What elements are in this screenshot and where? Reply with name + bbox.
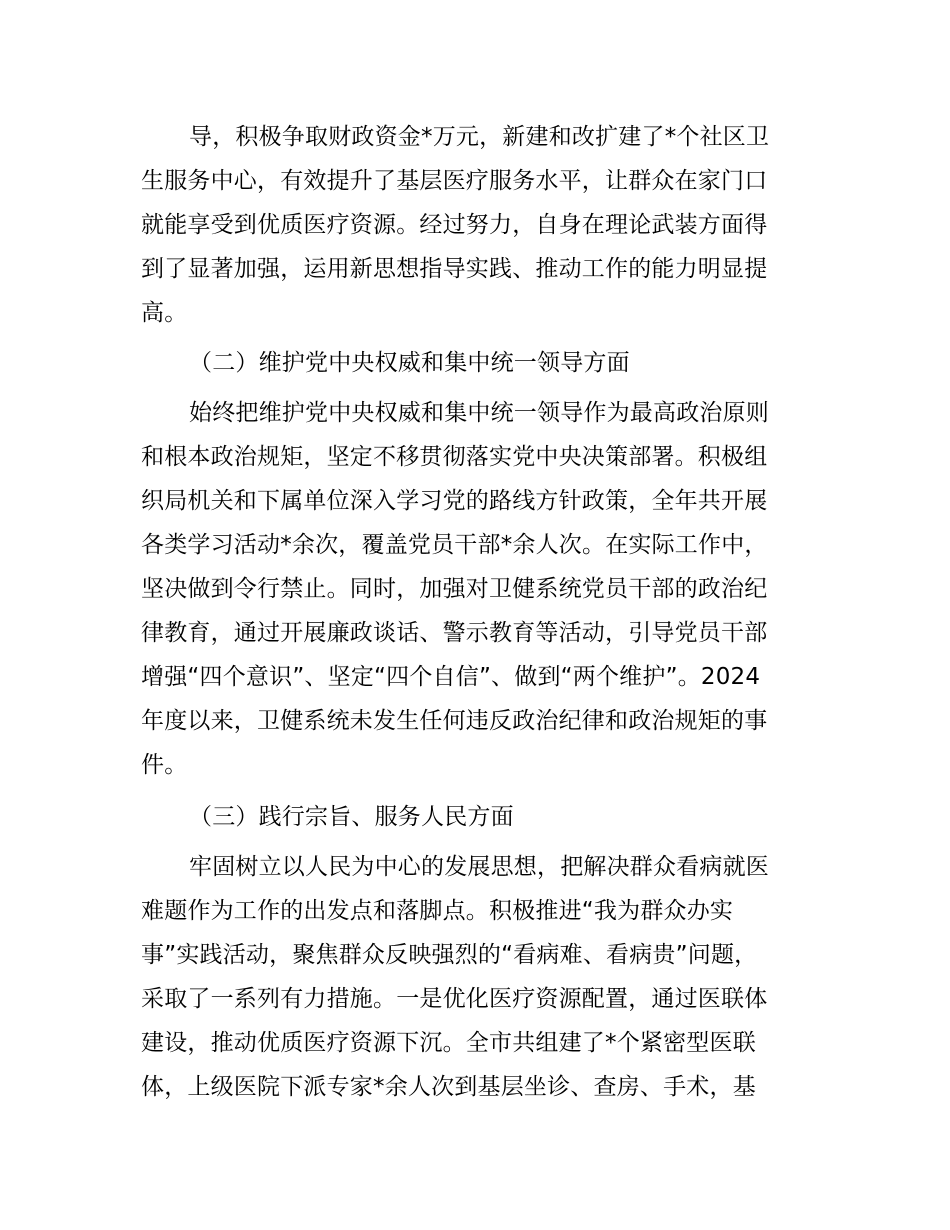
paragraph-line: 到了显著加强，运用新思想指导实践、推动工作的能力明显提	[141, 256, 768, 282]
paragraph-line: 织局机关和下属单位深入学习党的路线方针政策，全年共开展	[141, 488, 768, 514]
paragraph-line: 牢固树立以人民为中心的发展思想，把解决群众看病就医	[189, 854, 769, 880]
paragraph-line: 件。	[141, 752, 188, 778]
paragraph-line: 体，上级医院下派专家*余人次到基层坐诊、查房、手术，基	[141, 1074, 756, 1100]
paragraph-line: 生服务中心，有效提升了基层医疗服务水平，让群众在家门口	[141, 168, 768, 194]
paragraph-line: 难题作为工作的出发点和落脚点。积极推进“我为群众办实	[141, 898, 734, 924]
paragraph-line: 高。	[141, 300, 188, 326]
paragraph-line: 和根本政治规矩，坚定不移贯彻落实党中央决策部署。积极组	[141, 444, 768, 470]
paragraph-line: 律教育，通过开展廉政谈话、警示教育等活动，引导党员干部	[141, 620, 768, 646]
paragraph-line: 坚决做到令行禁止。同时，加强对卫健系统党员干部的政治纪	[141, 576, 768, 602]
section-heading-2: （二）维护党中央权威和集中统一领导方面	[189, 350, 630, 376]
paragraph-line: 采取了一系列有力措施。一是优化医疗资源配置，通过医联体	[141, 986, 768, 1012]
paragraph-line: 导，积极争取财政资金*万元，新建和改扩建了*个社区卫	[189, 124, 770, 150]
paragraph-line: 始终把维护党中央权威和集中统一领导作为最高政治原则	[189, 400, 769, 426]
paragraph-line: 年度以来，卫健系统未发生任何违反政治纪律和政治规矩的事	[141, 708, 768, 734]
paragraph-line: 就能享受到优质医疗资源。经过努力，自身在理论武装方面得	[141, 212, 768, 238]
section-heading-3: （三）践行宗旨、服务人民方面	[189, 804, 514, 830]
paragraph-line: 建设，推动优质医疗资源下沉。全市共组建了*个紧密型医联	[141, 1030, 756, 1056]
paragraph-line: 各类学习活动*余次，覆盖党员干部*余人次。在实际工作中，	[141, 532, 768, 558]
paragraph-line: 事”实践活动，聚焦群众反映强烈的“看病难、看病贵”问题，	[141, 942, 758, 968]
paragraph-line: 增强“四个意识”、坚定“四个自信”、做到“两个维护”。2024	[141, 664, 761, 690]
